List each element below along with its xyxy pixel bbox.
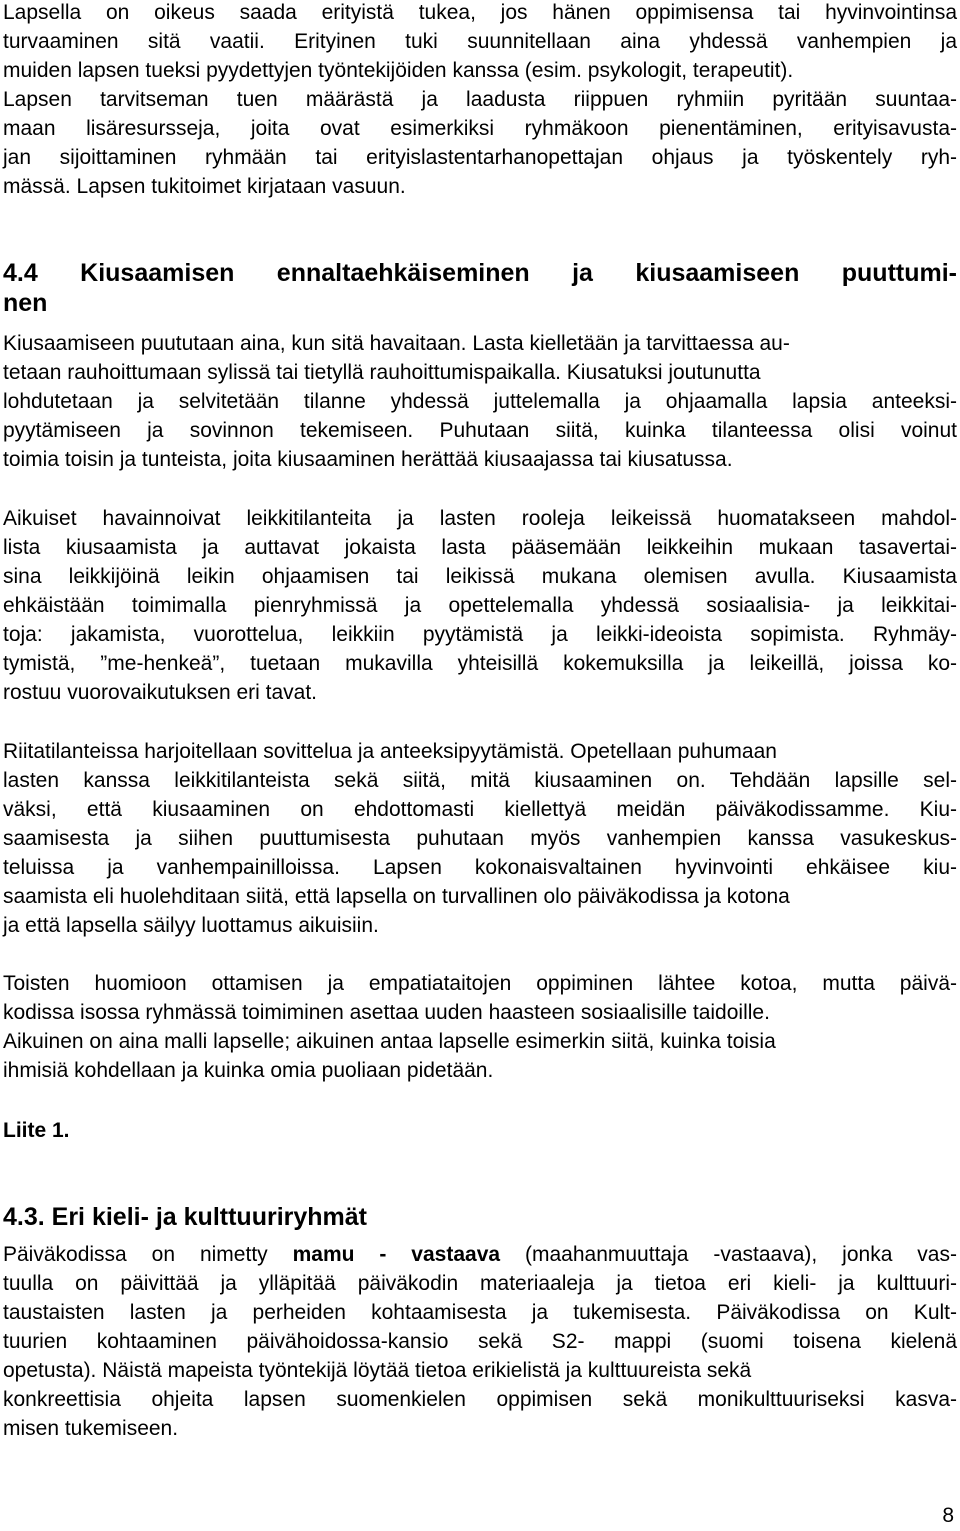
text-line: saamista eli huolehditaan siitä, että lapsella on turvallinen olo päiväkodissa ja kotona — [3, 885, 790, 908]
text-line: taustaisten lasten ja perheiden kohtaamisesta ja tukemisesta. Päiväkodissa on Kult- — [3, 1301, 957, 1324]
intro-paragraph — [3, 0, 957, 201]
text-line: Kiusaamiseen puututaan aina, kun sitä havaitaan. Lasta kielletään ja tarvittaessa au- — [3, 332, 790, 355]
mamu-vastaava-term: mamu - vastaava — [292, 1243, 501, 1266]
text-line: misen tukemiseen. — [3, 1417, 179, 1440]
heading-line: nen — [3, 289, 48, 317]
text-line: sina leikkijöinä leikin ohjaamisen tai leikissä mukana olemisen avulla. Kiusaamista — [3, 565, 957, 588]
text-line: rostuu vuorovaikutuksen eri tavat. — [3, 681, 317, 704]
text-line: Riitatilanteissa harjoitellaan sovittelua ja anteeksipyytämistä. Opetellaan puhumaan — [3, 740, 777, 763]
text-line: Lapsen tarvitseman tuen määrästä ja laadusta riippuen ryhmiin pyritään suuntaa- — [3, 88, 957, 111]
text-line: toja: jakamista, vuorottelua, leikkiin pyytämistä ja leikki-ideoista sopimista. Ryhmäy- — [3, 623, 957, 646]
text-line: turvaaminen sitä vaatii. Erityinen tuki suunnitellaan aina yhdessä vanhempien ja — [3, 30, 957, 53]
paragraph — [3, 1240, 957, 1443]
text-line: ihmisiä kohdellaan ja kuinka omia puoliaan pidetään. — [3, 1059, 494, 1082]
text-line: tuulla on päivittää ja ylläpitää päiväkodin materiaaleja ja tietoa eri kieli- ja kulttuuri- — [3, 1272, 957, 1295]
text-line: maan lisäresursseja, joita ovat esimerkiksi ryhmäkoon pienentäminen, erityisavusta- — [3, 117, 957, 140]
section-heading-4-3: 4.3. Eri kieli- ja kulttuuriryhmät — [3, 1203, 368, 1231]
page-number: 8 — [942, 1504, 954, 1527]
text-line: pyytämiseen ja sovinnon tekemiseen. Puhutaan siitä, kuinka tilanteessa olisi voinut — [3, 419, 957, 442]
text-line: väksi, että kiusaaminen on ehdottomasti kiellettyä meidän päiväkodissamme. Kiu- — [3, 798, 957, 821]
text-line: mässä. Lapsen tukitoimet kirjataan vasuun. — [3, 175, 406, 198]
text-line: ehkäistään toimimalla pienryhmissä ja opettelemalla yhdessä sosiaalisia- ja leikkitai- — [3, 594, 957, 617]
text-line: tuurien kohtaaminen päivähoidossa-kansio sekä S2- mappi (suomi toisena kielenä — [3, 1330, 957, 1353]
text-line: Aikuinen on aina malli lapselle; aikuinen antaa lapselle esimerkin siitä, kuinka toisia — [3, 1030, 776, 1053]
appendix-label: Liite 1. — [3, 1119, 70, 1142]
text-line: kodissa isossa ryhmässä toimiminen asettaa uuden haasteen sosiaalisille taidoille. — [3, 1001, 770, 1024]
text-run: Päiväkodissa on nimetty — [3, 1243, 293, 1266]
text-line — [3, 1240, 957, 1269]
text-line: Toisten huomioon ottamisen ja empatiataitojen oppiminen lähtee kotoa, mutta päivä- — [3, 972, 957, 995]
paragraph — [3, 737, 957, 940]
text-line: toimia toisin ja tunteista, joita kiusaaminen herättää kiusaajassa tai kiusatussa. — [3, 448, 733, 471]
text-line: konkreettisia ohjeita lapsen suomenkielen oppimisen sekä monikulttuuriseksi kasva- — [3, 1388, 957, 1411]
text-line: ja että lapsella säilyy luottamus aikuisiin. — [3, 914, 379, 937]
text-run: (maahanmuuttaja -vastaava), jonka vas- — [500, 1243, 957, 1266]
section-heading-4-4 — [3, 258, 957, 318]
heading-line: 4.4 Kiusaamisen ennaltaehkäiseminen ja kiusaamiseen puuttumi- — [3, 259, 957, 287]
paragraph — [3, 329, 957, 474]
text-line: opetusta). Näistä mapeista työntekijä löytää tietoa erikielistä ja kulttuureista sekä — [3, 1359, 752, 1382]
text-line: muiden lapsen tueksi pyydettyjen työntekijöiden kanssa (esim. psykologit, terapeutit). — [3, 59, 794, 82]
paragraph — [3, 504, 957, 707]
text-line: jan sijoittaminen ryhmään tai erityislastentarhanopettajan ohjaus ja työskentely ryh- — [3, 146, 957, 169]
text-line: Aikuiset havainnoivat leikkitilanteita ja lasten rooleja leikeissä huomatakseen mahdol- — [3, 507, 957, 530]
text-line: lasten kanssa leikkitilanteista sekä siitä, mitä kiusaaminen on. Tehdään lapsille sel- — [3, 769, 957, 792]
text-line: lohdutetaan ja selvitetään tilanne yhdessä juttelemalla ja ohjaamalla lapsia anteeksi- — [3, 390, 957, 413]
text-line: saamisesta ja siihen puuttumisesta puhutaan myös vanhempien kanssa vasukeskus- — [3, 827, 957, 850]
text-line: Lapsella on oikeus saada erityistä tukea, jos hänen oppimisensa tai hyvinvointinsa — [3, 1, 957, 24]
text-line: teluissa ja vanhempainilloissa. Lapsen kokonaisvaltainen hyvinvointi ehkäisee kiu- — [3, 856, 957, 879]
text-line: tetaan rauhoittumaan sylissä tai tietyllä rauhoittumispaikalla. Kiusatuksi joutunutta — [3, 361, 761, 384]
text-line: lista kiusaamista ja auttavat jokaista lasta pääsemään leikkeihin mukaan tasavertai- — [3, 536, 957, 559]
paragraph — [3, 969, 957, 1085]
text-line: tymistä, ”me-henkeä”, tuetaan mukavilla yhteisillä kokemuksilla ja leikeillä, joissa ko- — [3, 652, 957, 675]
